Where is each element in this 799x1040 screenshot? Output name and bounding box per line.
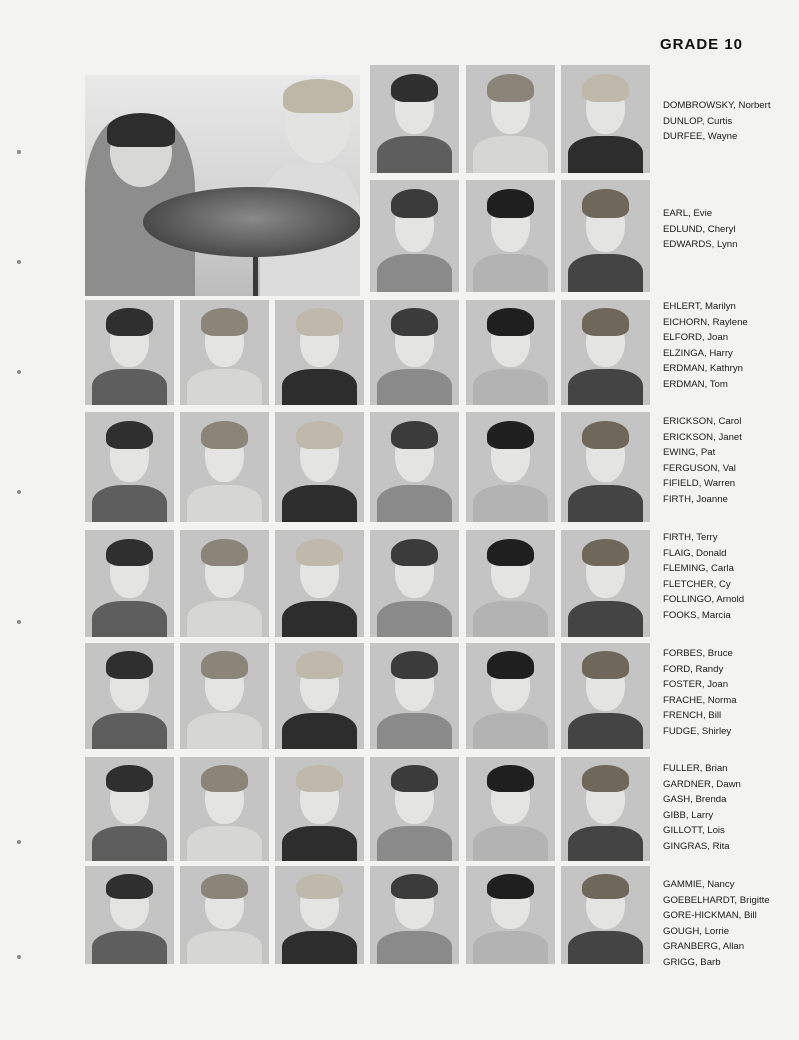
student-name: FORD, Randy <box>663 663 724 675</box>
student-name: EARL, Evie <box>663 208 713 219</box>
student-name: FIRTH, Terry <box>663 532 718 543</box>
student-portrait <box>561 300 650 405</box>
student-portrait <box>275 757 364 861</box>
name-list <box>663 761 741 855</box>
student-name: FLAIG, Donald <box>663 547 727 559</box>
student-portrait <box>561 643 650 749</box>
student-name: GRANBERG, Allan <box>663 941 745 953</box>
student-portrait <box>85 412 174 522</box>
student-portrait <box>466 300 555 405</box>
student-portrait <box>561 530 650 637</box>
student-name: DUNLOP, Curtis <box>663 115 733 127</box>
student-portrait <box>85 757 174 861</box>
student-name: GOEBELHARDT, Brigitte <box>663 894 770 906</box>
student-portrait <box>466 180 555 292</box>
student-portrait <box>466 530 555 637</box>
student-name: ERDMAN, Tom <box>663 378 728 390</box>
student-portrait <box>180 300 269 405</box>
student-name: GAMMIE, Nancy <box>663 879 735 890</box>
student-name: FORBES, Bruce <box>663 648 733 659</box>
student-portrait <box>561 180 650 292</box>
student-name: FULLER, Brian <box>663 763 728 774</box>
student-name: EDLUND, Cheryl <box>663 223 736 235</box>
student-portrait <box>370 180 459 292</box>
student-portrait <box>466 757 555 861</box>
student-portrait <box>466 643 555 749</box>
student-name: GOUGH, Lorrie <box>663 925 730 937</box>
student-portrait <box>85 530 174 637</box>
name-list <box>663 98 771 145</box>
student-portrait <box>370 757 459 861</box>
student-portrait <box>561 757 650 861</box>
student-name: FOLLINGO, Arnold <box>663 594 745 606</box>
student-portrait <box>275 412 364 522</box>
student-portrait <box>180 866 269 964</box>
student-portrait <box>370 530 459 637</box>
name-list <box>663 414 742 508</box>
student-name: GORE-HICKMAN, Bill <box>663 910 757 922</box>
name-list <box>663 530 744 624</box>
student-name: ELFORD, Joan <box>663 332 729 344</box>
page-title: GRADE 10 <box>660 36 744 53</box>
student-portrait <box>85 643 174 749</box>
name-list <box>663 877 770 971</box>
student-name: FIRTH, Joanne <box>663 493 728 505</box>
binder-hole <box>17 620 21 624</box>
student-name: ELZINGA, Harry <box>663 347 733 359</box>
student-portrait <box>561 412 650 522</box>
student-name: FOOKS, Marcia <box>663 609 731 621</box>
student-name: GILLOTT, Lois <box>663 825 725 837</box>
student-name: GASH, Brenda <box>663 794 727 806</box>
name-list <box>663 299 748 393</box>
student-name: DOMBROWSKY, Norbert <box>663 100 771 111</box>
student-name: FLETCHER, Cy <box>663 578 731 590</box>
student-portrait <box>561 866 650 964</box>
student-portrait <box>466 412 555 522</box>
binder-hole <box>17 840 21 844</box>
student-name: FIFIELD, Warren <box>663 478 736 490</box>
student-portrait <box>85 866 174 964</box>
student-portrait <box>180 643 269 749</box>
student-name: ERICKSON, Janet <box>663 431 742 443</box>
student-portrait <box>275 866 364 964</box>
student-name: DURFEE, Wayne <box>663 131 738 143</box>
student-name: ERDMAN, Kathryn <box>663 363 743 375</box>
student-name: FUDGE, Shirley <box>663 725 732 737</box>
student-portrait <box>180 530 269 637</box>
student-name: GRIGG, Barb <box>663 956 721 968</box>
student-portrait <box>275 530 364 637</box>
student-name: GARDNER, Dawn <box>663 778 741 790</box>
student-portrait <box>370 65 459 173</box>
student-portrait <box>466 65 555 173</box>
binder-hole <box>17 490 21 494</box>
binder-hole <box>17 150 21 154</box>
student-portrait <box>180 412 269 522</box>
student-portrait <box>85 300 174 405</box>
student-name: FOSTER, Joan <box>663 679 729 691</box>
student-portrait <box>180 757 269 861</box>
binder-hole <box>17 955 21 959</box>
student-name: GINGRAS, Rita <box>663 840 730 852</box>
student-name: EHLERT, Marilyn <box>663 301 736 312</box>
student-name: FRENCH, Bill <box>663 710 722 722</box>
student-portrait <box>370 300 459 405</box>
student-name: EDWARDS, Lynn <box>663 239 738 251</box>
name-list <box>663 206 737 253</box>
binder-hole <box>17 260 21 264</box>
candid-drummer-photo <box>85 75 360 296</box>
student-name: ERICKSON, Carol <box>663 416 742 427</box>
name-list <box>663 646 737 740</box>
student-name: EWING, Pat <box>663 447 716 459</box>
student-portrait <box>370 866 459 964</box>
student-portrait <box>561 65 650 173</box>
binder-hole <box>17 370 21 374</box>
student-name: FLEMING, Carla <box>663 563 734 575</box>
student-portrait <box>275 643 364 749</box>
student-name: EICHORN, Raylene <box>663 316 748 328</box>
student-name: FERGUSON, Val <box>663 462 736 474</box>
student-name: FRACHE, Norma <box>663 694 737 706</box>
student-name: GIBB, Larry <box>663 809 714 821</box>
student-portrait <box>370 643 459 749</box>
student-portrait <box>370 412 459 522</box>
student-portrait <box>275 300 364 405</box>
student-portrait <box>466 866 555 964</box>
